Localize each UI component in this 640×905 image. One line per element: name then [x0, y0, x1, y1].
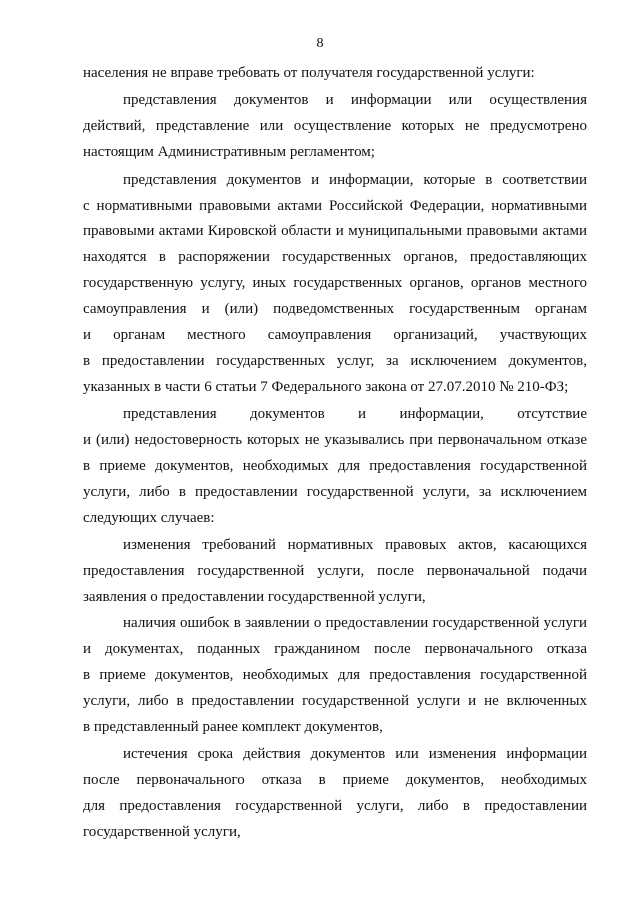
text-line: услуги, либо в предоставлении государственной услуги и не включенных — [83, 693, 587, 709]
text-line: представления документов и информации или осуществления — [123, 92, 587, 108]
text-line: наличия ошибок в заявлении о предоставлении государственной услуги — [123, 615, 587, 631]
text-line: государственной услуги, — [83, 824, 241, 840]
text-line: действий, представление или осуществление которых не предусмотрено — [83, 118, 587, 134]
page-number: 8 — [316, 36, 324, 51]
text-line: изменения требований нормативных правовых актов, касающихся — [123, 537, 587, 553]
text-line: заявления о предоставлении государственной услуги, — [83, 589, 426, 605]
text-line: указанных в части 6 статьи 7 Федерального закона от 27.07.2010 № 210-ФЗ; — [83, 379, 569, 395]
text-line: в представленный ранее комплект документов, — [83, 719, 383, 735]
text-line: находятся в распоряжении государственных органов, предоставляющих — [83, 249, 587, 265]
text-line: самоуправления и (или) подведомственных государственным органам — [83, 301, 587, 317]
text-line: представления документов и информации, которые в соответствии — [123, 172, 587, 188]
text-line: настоящим Административным регламентом; — [83, 144, 375, 160]
text-line: истечения срока действия документов или изменения информации — [123, 746, 587, 762]
text-line: для предоставления государственной услуги, либо в предоставлении — [83, 798, 587, 814]
text-line: представления документов и информации, отсутствие — [123, 406, 587, 422]
text-line: предоставления государственной услуги, после первоначальной подачи — [83, 563, 587, 579]
text-line: в предоставлении государственных услуг, за исключением документов, — [83, 353, 587, 369]
text-line: следующих случаев: — [83, 510, 215, 526]
text-line: и (или) недостоверность которых не указывались при первоначальном отказе — [83, 432, 587, 448]
text-line: населения не вправе требовать от получателя государственной услуги: — [83, 65, 535, 81]
text-line: услуги, либо в предоставлении государственной услуги, за исключением — [83, 484, 587, 500]
text-line: правовыми актами Кировской области и муниципальными правовыми актами — [83, 223, 587, 239]
text-line: и документах, поданных гражданином после первоначального отказа — [83, 641, 587, 657]
text-line: с нормативными правовыми актами Российской Федерации, нормативными — [83, 198, 587, 214]
text-line: государственную услугу, иных государственных органов, органов местного — [83, 275, 587, 291]
text-line: и органам местного самоуправления организаций, участвующих — [83, 327, 587, 343]
text-line: в приеме документов, необходимых для предоставления государственной — [83, 458, 587, 474]
text-line: после первоначального отказа в приеме документов, необходимых — [83, 772, 587, 788]
text-line: в приеме документов, необходимых для предоставления государственной — [83, 667, 587, 683]
